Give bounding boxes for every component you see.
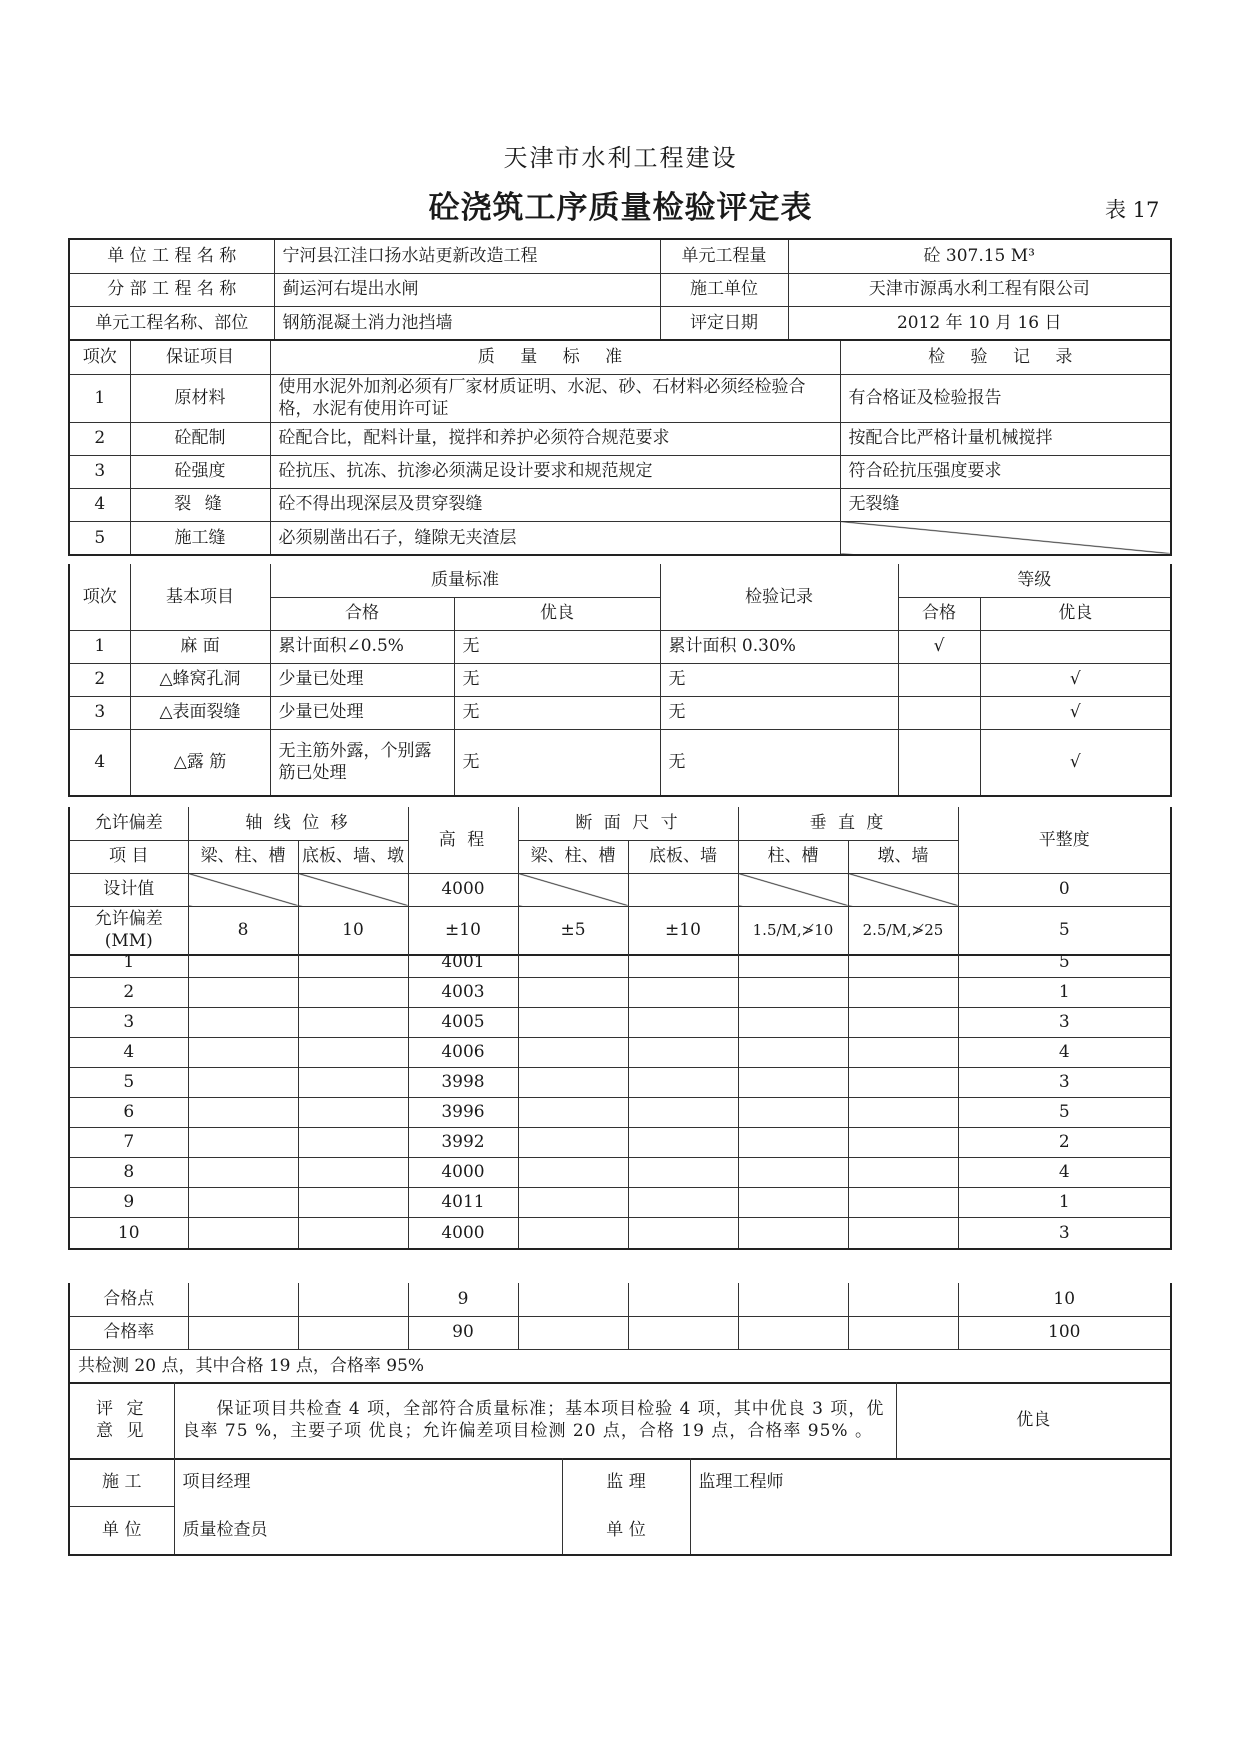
item-name: 麻 面 [130,630,270,663]
point-no: 2 [70,977,188,1007]
check-mark [980,630,1170,663]
point-flat: 4 [958,1037,1170,1067]
check-mark: √ [980,663,1170,696]
signoff-section [68,1458,1172,1556]
guarantee-header [70,341,1170,374]
form-number: 表 17 [1105,198,1160,222]
engineer-label: 监理工程师 [690,1458,1170,1506]
info-label: 单元工程名称、部位 [70,306,274,339]
empty-cell [298,1037,408,1067]
empty-cell [188,1007,298,1037]
col-header: 断 面 尺 寸 [518,807,738,840]
row-label: 允许偏差(MM) [70,906,188,954]
pass-rate-row [70,1316,1170,1349]
tolerance-section [68,807,1172,956]
col-header: 轴 线 位 移 [188,807,408,840]
pass-section [68,1283,1172,1384]
item-record: 有合格证及检验报告 [840,374,1170,422]
empty-cell [518,1187,628,1217]
empty-cell [848,977,958,1007]
measurement-row [70,1127,1170,1157]
check-mark [898,663,980,696]
item-record: 按配合比严格计量机械搅拌 [840,422,1170,455]
check-mark: √ [980,696,1170,729]
info-label: 分 部 工 程 名 称 [70,273,274,306]
item-record: 无 [660,663,898,696]
guarantee-section [68,341,1172,556]
point-elev: 3998 [408,1067,518,1097]
col-header: 项次 [70,564,130,630]
point-flat: 3 [958,1007,1170,1037]
empty-cell [628,1157,738,1187]
item-good: 无 [454,696,660,729]
info-label: 评定日期 [660,306,788,339]
empty-cell [518,873,628,906]
point-flat: 5 [958,1097,1170,1127]
point-flat: 1 [958,977,1170,1007]
supervision-label: 单 位 [562,1506,690,1554]
empty-cell [738,1127,848,1157]
empty-cell [188,1067,298,1097]
guarantee-row [70,521,1170,554]
construction-label: 施 工 [70,1458,174,1506]
tolerance-header [70,807,1170,840]
col-header: 项 目 [70,840,188,873]
allow-value: 2.5/M,≯25 [848,906,958,954]
item-name: 原材料 [130,374,270,422]
item-record [840,521,1170,554]
col-header: 垂 直 度 [738,807,958,840]
empty-cell [690,1506,1170,1554]
item-no: 2 [70,422,130,455]
info-value: 砼 307.15 M³ [788,240,1170,273]
item-name: △表面裂缝 [130,696,270,729]
empty-cell [188,1037,298,1067]
info-label: 施工单位 [660,273,788,306]
empty-cell [848,1157,958,1187]
empty-cell [518,1217,628,1248]
item-good: 无 [454,630,660,663]
col-header: 检 验 记 录 [840,341,1170,374]
design-flat: 0 [958,873,1170,906]
guarantee-row [70,455,1170,488]
col-header: 检验记录 [660,564,898,630]
empty-cell [738,1217,848,1248]
allow-value: ±5 [518,906,628,954]
basic-row [70,630,1170,663]
basic-row [70,663,1170,696]
empty-cell [518,1097,628,1127]
item-standard: 砼抗压、抗冻、抗渗必须满足设计要求和规范规定 [270,455,840,488]
info-section [68,238,1172,341]
row-label: 设计值 [70,873,188,906]
item-pass: 少量已处理 [270,663,454,696]
pass-flat: 10 [958,1283,1170,1316]
item-no: 2 [70,663,130,696]
allow-value: 8 [188,906,298,954]
page-title: 砼浇筑工序质量检验评定表 [428,190,813,226]
evaluation-row [70,1382,1170,1458]
empty-cell [298,1157,408,1187]
point-no: 3 [70,1007,188,1037]
signoff-row [70,1506,1170,1554]
item-no: 3 [70,455,130,488]
summary-row [70,1349,1170,1382]
col-header: 等级 [898,564,1170,597]
empty-cell [188,1157,298,1187]
empty-cell [738,873,848,906]
info-label: 单 位 工 程 名 称 [70,240,274,273]
basic-section [68,564,1172,797]
empty-cell [298,1187,408,1217]
measurement-row [70,1067,1170,1097]
empty-cell [628,947,738,977]
item-standard: 使用水泥外加剂必须有厂家材质证明、水泥、砂、石材料必须经检验合格，水泥有使用许可证 [270,374,840,422]
signoff-row [70,1458,1170,1506]
empty-cell [518,1007,628,1037]
col-header: 允许偏差 [70,807,188,840]
point-elev: 4000 [408,1157,518,1187]
empty-cell [738,1037,848,1067]
row-label: 合格率 [70,1316,188,1349]
empty-cell [738,1157,848,1187]
empty-cell [848,1007,958,1037]
item-record: 无 [660,729,898,795]
empty-cell [628,1007,738,1037]
empty-cell [518,1127,628,1157]
col-header: 合格 [270,597,454,630]
basic-row [70,729,1170,795]
empty-cell [298,1097,408,1127]
point-elev: 4011 [408,1187,518,1217]
point-no: 10 [70,1217,188,1248]
measurement-row [70,977,1170,1007]
qc-label: 质量检查员 [174,1506,562,1554]
pass-points-row [70,1283,1170,1316]
guarantee-row [70,422,1170,455]
item-name: 施工缝 [130,521,270,554]
item-no: 4 [70,488,130,521]
point-elev: 4001 [408,947,518,977]
item-no: 1 [70,374,130,422]
item-good: 无 [454,729,660,795]
empty-cell [188,1217,298,1248]
evaluation-text: 保证项目共检查 4 项，全部符合质量标准；基本项目检验 4 项，其中优良 3 项，优良率 75 %，主要子项 优良；允许偏差项目检测 20 点，合格 19 点，合格率 95% 。 [174,1382,896,1458]
empty-cell [848,1187,958,1217]
empty-cell [738,1187,848,1217]
check-mark [898,729,980,795]
item-record: 无裂缝 [840,488,1170,521]
point-elev: 3992 [408,1127,518,1157]
allow-value: 5 [958,906,1170,954]
check-mark [898,696,980,729]
allow-value: ±10 [628,906,738,954]
empty-cell [518,1037,628,1067]
empty-cell [738,1067,848,1097]
col-header: 柱、槽 [738,840,848,873]
col-header: 保证项目 [130,341,270,374]
guarantee-row [70,488,1170,521]
item-record: 无 [660,696,898,729]
col-header: 墩、墙 [848,840,958,873]
col-header: 高 程 [408,807,518,873]
info-value: 天津市源禹水利工程有限公司 [788,273,1170,306]
measurement-row [70,1037,1170,1067]
empty-cell [848,1067,958,1097]
empty-cell [628,1217,738,1248]
empty-cell [188,1097,298,1127]
item-standard: 砼不得出现深层及贯穿裂缝 [270,488,840,521]
point-flat: 5 [958,947,1170,977]
empty-cell [738,1007,848,1037]
design-row [70,873,1170,906]
point-no: 8 [70,1157,188,1187]
col-header: 底板、墙 [628,840,738,873]
item-name: 砼强度 [130,455,270,488]
empty-cell [298,947,408,977]
empty-cell [188,1127,298,1157]
measurement-row [70,1097,1170,1127]
construction-label: 单 位 [70,1506,174,1554]
col-header: 底板、墙、墩 [298,840,408,873]
empty-cell [518,977,628,1007]
empty-cell [298,977,408,1007]
point-elev: 4005 [408,1007,518,1037]
evaluation-grade: 优良 [896,1382,1170,1458]
item-name: 砼配制 [130,422,270,455]
info-label: 单元工程量 [660,240,788,273]
item-name: △蜂窝孔洞 [130,663,270,696]
item-pass: 少量已处理 [270,696,454,729]
measurement-row [70,947,1170,977]
col-header: 梁、柱、槽 [188,840,298,873]
point-flat: 3 [958,1217,1170,1248]
empty-cell [188,1187,298,1217]
point-elev: 3996 [408,1097,518,1127]
supervision-label: 监 理 [562,1458,690,1506]
empty-cell [848,947,958,977]
info-value: 钢筋混凝土消力池挡墙 [274,306,660,339]
item-no: 5 [70,521,130,554]
allow-value: ±10 [408,906,518,954]
info-row [70,240,1170,273]
col-header: 优良 [980,597,1170,630]
point-flat: 2 [958,1127,1170,1157]
item-name: 裂 缝 [130,488,270,521]
col-header: 优良 [454,597,660,630]
point-no: 6 [70,1097,188,1127]
rate-flat: 100 [958,1316,1170,1349]
point-flat: 3 [958,1067,1170,1097]
empty-cell [628,1037,738,1067]
basic-row [70,696,1170,729]
empty-cell [628,1067,738,1097]
point-flat: 1 [958,1187,1170,1217]
empty-cell [188,977,298,1007]
measurement-row [70,1157,1170,1187]
item-good: 无 [454,663,660,696]
empty-cell [738,947,848,977]
design-elev: 4000 [408,873,518,906]
evaluation-section [68,1382,1172,1460]
header-line1: 天津市水利工程建设 [503,144,738,172]
empty-cell [518,1157,628,1187]
empty-cell [188,873,298,906]
point-no: 4 [70,1037,188,1067]
empty-cell [628,873,738,906]
measurement-row [70,1217,1170,1248]
row-label: 合格点 [70,1283,188,1316]
info-row [70,306,1170,339]
col-header: 质 量 标 准 [270,341,840,374]
empty-cell [628,1127,738,1157]
empty-cell [738,977,848,1007]
item-record: 符合砼抗压强度要求 [840,455,1170,488]
point-elev: 4000 [408,1217,518,1248]
empty-cell [848,1217,958,1248]
pass-elev: 9 [408,1283,518,1316]
item-standard: 砼配合比，配料计量，搅拌和养护必须符合规范要求 [270,422,840,455]
item-no: 3 [70,696,130,729]
check-mark: √ [980,729,1170,795]
empty-cell [848,1037,958,1067]
point-no: 1 [70,947,188,977]
item-name: △露 筋 [130,729,270,795]
empty-cell [188,947,298,977]
info-value: 宁河县江洼口扬水站更新改造工程 [274,240,660,273]
item-no: 1 [70,630,130,663]
empty-cell [848,1097,958,1127]
empty-cell [518,947,628,977]
col-header: 梁、柱、槽 [518,840,628,873]
allow-value: 10 [298,906,408,954]
item-pass: 累计面积∠0.5% [270,630,454,663]
info-value: 2012 年 10 月 16 日 [788,306,1170,339]
info-value: 蓟运河右堤出水闸 [274,273,660,306]
points-section [68,947,1172,1250]
col-header: 项次 [70,341,130,374]
point-elev: 4003 [408,977,518,1007]
guarantee-row [70,374,1170,422]
check-mark: √ [898,630,980,663]
empty-cell [298,1067,408,1097]
point-no: 9 [70,1187,188,1217]
col-header: 合格 [898,597,980,630]
col-header: 基本项目 [130,564,270,630]
empty-cell [628,1097,738,1127]
empty-cell [518,1067,628,1097]
empty-cell [298,1127,408,1157]
empty-cell [628,1187,738,1217]
measurement-row [70,1187,1170,1217]
col-header: 平整度 [958,807,1170,873]
summary-text: 共检测 20 点，其中合格 19 点，合格率 95% [70,1349,1170,1382]
point-no: 7 [70,1127,188,1157]
item-pass: 无主筋外露，个别露筋已处理 [270,729,454,795]
point-elev: 4006 [408,1037,518,1067]
item-no: 4 [70,729,130,795]
item-standard: 必须剔凿出石子，缝隙无夹渣层 [270,521,840,554]
rate-elev: 90 [408,1316,518,1349]
evaluation-label: 评 定 意 见 [70,1382,174,1458]
info-row [70,273,1170,306]
empty-cell [848,873,958,906]
empty-cell [298,873,408,906]
empty-cell [848,1127,958,1157]
empty-cell [628,977,738,1007]
empty-cell [738,1097,848,1127]
empty-cell [298,1007,408,1037]
pm-label: 项目经理 [174,1458,562,1506]
point-flat: 4 [958,1157,1170,1187]
empty-cell [298,1217,408,1248]
measurement-row [70,1007,1170,1037]
basic-header [70,564,1170,597]
col-header: 质量标准 [270,564,660,597]
allow-value: 1.5/M,≯10 [738,906,848,954]
item-record: 累计面积 0.30% [660,630,898,663]
point-no: 5 [70,1067,188,1097]
